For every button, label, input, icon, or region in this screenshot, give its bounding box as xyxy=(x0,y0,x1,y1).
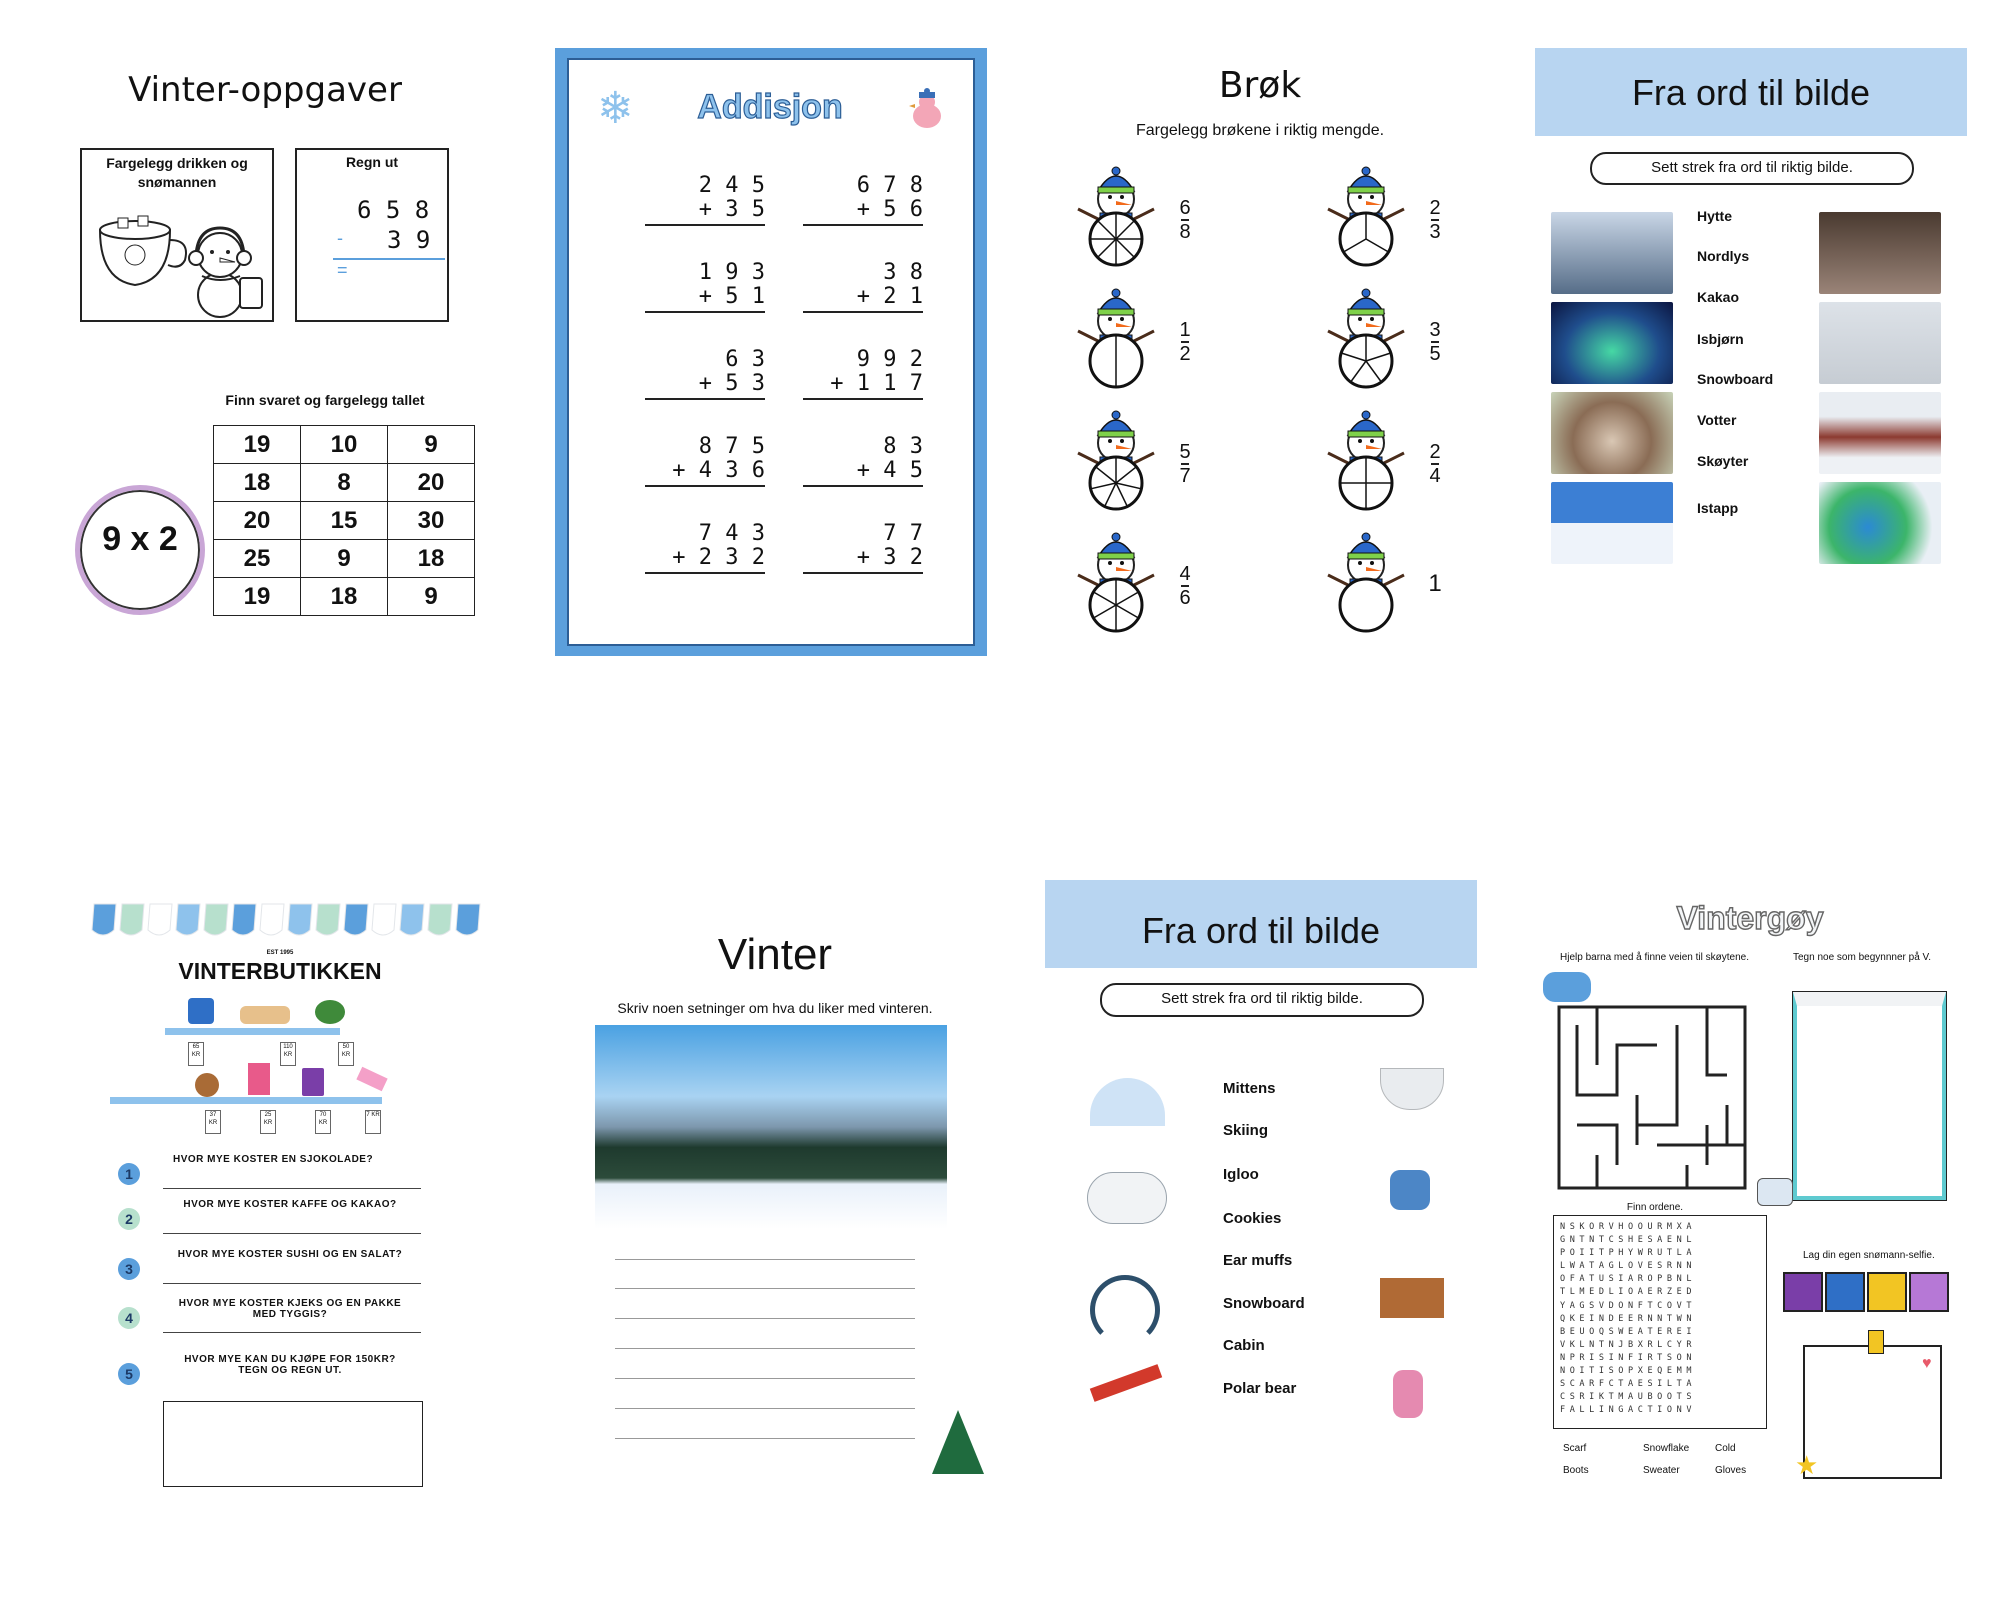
earmuffs-icon xyxy=(1090,1275,1160,1345)
word-list-item: Snowflake xyxy=(1643,1443,1690,1454)
addend-bottom: + 4 3 6 xyxy=(672,458,765,483)
instruction: Skriv noen setninger om hva du liker med vinteren. xyxy=(617,1000,933,1016)
page-title: VINTERBUTIKKEN xyxy=(178,958,382,984)
fraction-label xyxy=(1170,563,1200,609)
match-word[interactable]: Hytte xyxy=(1697,208,1733,224)
numerator: 2 xyxy=(1429,441,1441,463)
snowman-fraction-icon[interactable] xyxy=(1070,531,1162,635)
star-icon: ★ xyxy=(1795,1450,1819,1480)
price-tag: 50 KR xyxy=(338,1042,354,1066)
snowman-fraction-icon[interactable] xyxy=(1320,409,1412,513)
word-search-row: NPRISINFIRTSON xyxy=(1560,1352,1697,1363)
word-search-row: GNTNTCSHESAENL xyxy=(1560,1235,1697,1246)
word-search-row: BEUOQSWEATEREI xyxy=(1560,1326,1697,1337)
page-fra-ord-til-bilde-2 xyxy=(1045,880,1477,1500)
question-number: 2 xyxy=(118,1208,140,1230)
page-subtitle: Fargelegg brøkene i riktig mengde. xyxy=(1135,122,1385,139)
page-title: Brøk xyxy=(1218,65,1302,106)
word-search-row: QKEINDEERNNTWN xyxy=(1560,1313,1697,1324)
question-number: 5 xyxy=(118,1363,140,1385)
writing-line[interactable] xyxy=(615,1408,915,1409)
addend-top: 6 7 8 xyxy=(856,173,923,198)
sub-line xyxy=(333,258,445,260)
answer-line[interactable] xyxy=(163,1188,421,1189)
cocoa-cookies-icon xyxy=(1380,1068,1444,1110)
writing-line[interactable] xyxy=(615,1438,915,1439)
snowman-fraction-icon[interactable] xyxy=(1070,409,1162,513)
grid-cell[interactable]: 9 xyxy=(388,578,475,616)
addition-problem xyxy=(803,174,923,226)
match-word[interactable]: Nordlys xyxy=(1697,248,1750,264)
addend-top: 8 7 5 xyxy=(698,434,765,459)
sushi-icon xyxy=(240,1006,290,1024)
question-text: HVOR MYE KOSTER KAFFE OG KAKAO? xyxy=(183,1199,397,1210)
clip-icon xyxy=(1868,1330,1884,1354)
page-vintergoy xyxy=(1535,880,1975,1500)
word-search-row: VKLNTNJBXRLCYR xyxy=(1560,1339,1697,1350)
answer-line[interactable] xyxy=(645,572,765,574)
addition-problem xyxy=(645,174,765,226)
grid-cell[interactable]: 10 xyxy=(301,426,388,464)
instruction-pill: Sett strek fra ord til riktig bilde. xyxy=(1100,983,1424,1017)
word-search-row: SCARFCTAESILTA xyxy=(1560,1379,1697,1390)
page-vinterbutikken xyxy=(80,880,520,1500)
denominator: 7 xyxy=(1179,465,1191,487)
price-tag: 25 KR xyxy=(260,1110,276,1134)
writing-line[interactable] xyxy=(615,1348,915,1349)
answer-line[interactable] xyxy=(803,485,923,487)
numerator: 5 xyxy=(1179,441,1191,463)
question-text: HVOR MYE KAN DU KJØPE FOR 150KR? TEGN OG REGN UT. xyxy=(184,1354,396,1376)
writing-line[interactable] xyxy=(615,1288,915,1289)
answer-line[interactable] xyxy=(645,311,765,313)
box-label: Fargelegg drikken og snømannen xyxy=(106,155,248,190)
grid-cell[interactable]: 8 xyxy=(301,464,388,502)
word-search-row: NSKORVHOOURMXA xyxy=(1560,1222,1697,1232)
addend-top: 1 9 3 xyxy=(698,260,765,285)
photo-cabin xyxy=(1819,392,1941,474)
grid-cell[interactable]: 25 xyxy=(214,540,301,578)
question-text: HVOR MYE KOSTER EN SJOKOLADE? xyxy=(173,1154,374,1165)
page-brok xyxy=(1040,40,1480,660)
photo-polar-bear xyxy=(1819,302,1941,384)
match-word[interactable]: Kakao xyxy=(1697,289,1740,305)
snowman-fraction-icon[interactable] xyxy=(1070,287,1162,391)
grid-cell[interactable]: 20 xyxy=(388,464,475,502)
denominator: 3 xyxy=(1429,221,1441,243)
fraction-label xyxy=(1420,563,1450,595)
photo-northern-lights xyxy=(1551,302,1673,384)
find-caption: Finn ordene. xyxy=(1626,1202,1684,1213)
answer-line[interactable] xyxy=(163,1233,421,1234)
grid-row xyxy=(214,578,475,616)
page-addisjon xyxy=(555,48,987,656)
answer-line[interactable] xyxy=(163,1283,421,1284)
fraction-label xyxy=(1420,441,1450,487)
question-number: 4 xyxy=(118,1307,140,1329)
answer-line[interactable] xyxy=(803,398,923,400)
grid-row xyxy=(214,426,475,464)
answer-line[interactable] xyxy=(645,224,765,226)
cup-icon xyxy=(302,1068,324,1096)
sub-top-number: 6 5 8 xyxy=(357,196,430,224)
price-tag: 70 KR xyxy=(315,1110,331,1134)
grid-cell[interactable]: 9 xyxy=(301,540,388,578)
addend-top: 7 4 3 xyxy=(698,521,765,546)
word-search-row: OFATUSIAROPBNL xyxy=(1560,1274,1697,1285)
answer-box[interactable] xyxy=(163,1401,423,1487)
match-word[interactable]: Polar bear xyxy=(1223,1380,1297,1397)
denominator: 6 xyxy=(1179,587,1191,609)
writing-line[interactable] xyxy=(615,1378,915,1379)
price-tag: 37 KR xyxy=(205,1110,221,1134)
snowman-fraction-icon[interactable] xyxy=(1320,531,1412,635)
sub-minus: - xyxy=(337,228,343,248)
page-title: Vintergøy xyxy=(1676,900,1824,936)
shelf-bottom xyxy=(110,1097,382,1104)
addend-top: 9 9 2 xyxy=(856,347,923,372)
grid-cell[interactable]: 19 xyxy=(214,426,301,464)
cocoa-snowman-drawing xyxy=(90,210,265,318)
page-title: Vinter-oppgaver xyxy=(128,70,402,110)
subtraction-box xyxy=(295,148,449,322)
chocolate-icon xyxy=(248,1063,270,1095)
page-vinter-oppgaver xyxy=(55,40,495,660)
numerator: 6 xyxy=(1179,197,1191,219)
photo-skates xyxy=(1819,212,1941,294)
shelf-top xyxy=(165,1028,340,1035)
writing-line[interactable] xyxy=(615,1259,915,1260)
word-list-item: Boots xyxy=(1563,1465,1589,1476)
match-word[interactable]: Cabin xyxy=(1223,1337,1265,1354)
coloring-box xyxy=(80,148,274,322)
word-search-row: NOITISOPXEQEMM xyxy=(1560,1366,1697,1377)
match-word[interactable]: Votter xyxy=(1697,412,1737,428)
find-answer-title: Finn svaret og fargelegg tallet xyxy=(225,392,425,408)
word-list-item: Sweater xyxy=(1643,1465,1680,1476)
match-word[interactable]: Snowboard xyxy=(1223,1295,1305,1312)
winter-landscape-photo xyxy=(595,1025,947,1229)
grid-cell[interactable]: 18 xyxy=(388,540,475,578)
cookie-icon xyxy=(195,1073,219,1097)
denominator: 8 xyxy=(1179,221,1191,243)
numerator: 1 xyxy=(1179,319,1191,341)
word-search-row: TLMEDLIOAERZED xyxy=(1560,1287,1697,1298)
coffee-icon xyxy=(188,998,214,1024)
match-word[interactable]: Isbjørn xyxy=(1697,331,1744,347)
polar-bear-icon xyxy=(1087,1172,1167,1224)
photo-snowboard xyxy=(1551,482,1673,564)
fraction-label xyxy=(1170,441,1200,487)
addend-bottom: + 2 3 2 xyxy=(672,545,765,570)
photo-cocoa xyxy=(1551,392,1673,474)
multiplication-expression: 9 x 2 xyxy=(102,520,178,558)
grid-cell[interactable]: 18 xyxy=(301,578,388,616)
maze-caption: Hjelp barna med å finne veien til skøytene. xyxy=(1560,952,1749,963)
match-word[interactable]: Igloo xyxy=(1223,1166,1259,1183)
snowboarder-icon xyxy=(1090,1364,1162,1402)
word-search-row: FALLINGACTIONV xyxy=(1560,1405,1697,1416)
photo-mittens xyxy=(1819,482,1941,564)
addend-bottom: + 4 5 xyxy=(856,458,923,483)
grid-cell[interactable]: 9 xyxy=(388,426,475,464)
addend-bottom: + 2 1 xyxy=(856,284,923,309)
answer-line[interactable] xyxy=(645,398,765,400)
addend-bottom: + 5 6 xyxy=(856,197,923,222)
page-vinter xyxy=(555,880,995,1500)
answer-grid xyxy=(213,425,475,616)
word-list-item: Scarf xyxy=(1563,1443,1587,1454)
answer-line[interactable] xyxy=(645,485,765,487)
word-list-item: Cold xyxy=(1715,1443,1736,1454)
snowflake-icon: ❄ xyxy=(597,84,634,133)
price-tag: 7 KR xyxy=(365,1110,381,1134)
word-list-item: Gloves xyxy=(1715,1465,1747,1476)
grid-cell[interactable]: 19 xyxy=(214,578,301,616)
skier-icon xyxy=(1393,1370,1423,1418)
addition-problem xyxy=(645,261,765,313)
igloo-icon xyxy=(1090,1078,1165,1126)
match-word[interactable]: Skøyter xyxy=(1697,453,1749,469)
price-tag: 110 KR xyxy=(280,1042,296,1066)
match-word[interactable]: Mittens xyxy=(1223,1080,1276,1097)
addend-top: 2 4 5 xyxy=(698,173,765,198)
box-label: Regn ut xyxy=(345,154,399,170)
page-title: Addisjon xyxy=(697,88,843,126)
fraction-label xyxy=(1420,319,1450,365)
match-word[interactable]: Istapp xyxy=(1697,500,1739,516)
sub-equals: = xyxy=(337,260,348,280)
question-text: HVOR MYE KOSTER SUSHI OG EN SALAT? xyxy=(177,1249,403,1260)
salad-icon xyxy=(315,1000,345,1024)
match-word[interactable]: Skiing xyxy=(1223,1122,1269,1139)
page-title: Vinter xyxy=(717,930,833,979)
selfie-thumb-4 xyxy=(1909,1272,1949,1312)
skates-icon xyxy=(1757,1178,1793,1206)
denominator: 5 xyxy=(1429,343,1441,365)
addend-bottom: + 1 1 7 xyxy=(830,371,923,396)
snowman-fraction-icon[interactable] xyxy=(1320,165,1412,269)
sub-bottom-number: 3 9 xyxy=(387,226,431,254)
addition-problem xyxy=(645,348,765,400)
selfie-thumb-2 xyxy=(1825,1272,1865,1312)
whole-number: 1 xyxy=(1428,570,1442,597)
grid-row xyxy=(214,502,475,540)
page-fra-ord-til-bilde-1 xyxy=(1535,48,1967,608)
denominator: 2 xyxy=(1179,343,1191,365)
match-word[interactable]: Cookies xyxy=(1223,1210,1282,1227)
addition-problem xyxy=(645,522,765,574)
word-search-grid[interactable] xyxy=(1560,1221,1696,1417)
writing-line[interactable] xyxy=(615,1318,915,1319)
addend-bottom: + 3 2 xyxy=(856,545,923,570)
addend-top: 8 3 xyxy=(883,434,923,459)
grid-cell[interactable]: 15 xyxy=(301,502,388,540)
word-search-row: LWATAGLOVESRNN xyxy=(1560,1261,1697,1272)
addend-bottom: + 5 3 xyxy=(698,371,765,396)
numerator: 2 xyxy=(1429,197,1441,219)
answer-line[interactable] xyxy=(803,572,923,574)
grid-row xyxy=(214,464,475,502)
photo-icicles xyxy=(1551,212,1673,294)
fraction-label xyxy=(1170,319,1200,365)
addend-bottom: + 5 1 xyxy=(698,284,765,309)
grid-cell[interactable]: 18 xyxy=(214,464,301,502)
cabin-icon xyxy=(1380,1278,1444,1318)
awning xyxy=(80,900,490,948)
match-word[interactable]: Ear muffs xyxy=(1223,1252,1293,1269)
price-tag: 65 KR xyxy=(188,1042,204,1066)
numerator: 3 xyxy=(1429,319,1441,341)
word-search-row: YAGSVDONFTCOVT xyxy=(1560,1300,1697,1311)
addition-problem xyxy=(803,261,923,313)
snowman-fraction-icon[interactable] xyxy=(1320,287,1412,391)
fraction-label xyxy=(1170,197,1200,243)
page-title: Fra ord til bilde xyxy=(1141,910,1381,951)
maze[interactable] xyxy=(1557,1005,1747,1190)
denominator: 4 xyxy=(1429,465,1441,487)
grid-cell[interactable]: 30 xyxy=(388,502,475,540)
mittens-icon xyxy=(1390,1170,1430,1210)
draw-caption: Tegn noe som begynnner på V. xyxy=(1793,952,1932,963)
instruction-pill: Sett strek fra ord til riktig bilde. xyxy=(1590,152,1914,185)
addend-top: 3 8 xyxy=(883,260,923,285)
selfie-thumb-3 xyxy=(1867,1272,1907,1312)
grid-row xyxy=(214,540,475,578)
selfie-caption: Lag din egen snømann-selfie. xyxy=(1803,1250,1935,1261)
addition-problem xyxy=(645,435,765,487)
question-text: HVOR MYE KOSTER KJEKS OG EN PAKKE MED TYGGIS? xyxy=(178,1298,402,1320)
match-word[interactable]: Snowboard xyxy=(1697,371,1774,387)
numerator: 4 xyxy=(1179,563,1191,585)
answer-line[interactable] xyxy=(803,224,923,226)
kids-icon xyxy=(1543,972,1591,1002)
gum-icon xyxy=(356,1067,387,1092)
word-search-row: CSRIKTMAUBOOTS xyxy=(1560,1392,1697,1403)
bird-icon xyxy=(905,86,949,140)
drawing-frame[interactable] xyxy=(1793,992,1946,1200)
fraction-label xyxy=(1420,197,1450,243)
question-number: 1 xyxy=(118,1163,140,1185)
addend-top: 6 3 xyxy=(725,347,765,372)
question-number: 3 xyxy=(118,1258,140,1280)
addition-problem xyxy=(803,522,923,574)
snowman-fraction-icon[interactable] xyxy=(1070,165,1162,269)
answer-line[interactable] xyxy=(163,1332,421,1333)
selfie-thumb-1 xyxy=(1783,1272,1823,1312)
answer-line[interactable] xyxy=(803,311,923,313)
grid-cell[interactable]: 20 xyxy=(214,502,301,540)
addition-problem xyxy=(803,348,923,400)
page-title: Fra ord til bilde xyxy=(1631,72,1871,113)
est-label: EST 1995 xyxy=(266,950,294,956)
heart-icon: ♥ xyxy=(1922,1355,1932,1372)
addend-bottom: + 3 5 xyxy=(698,197,765,222)
addition-problem xyxy=(803,435,923,487)
addend-top: 7 7 xyxy=(883,521,923,546)
tree-icon xyxy=(932,1410,984,1474)
word-search-row: POIITPHYWRUTLA xyxy=(1560,1248,1697,1259)
